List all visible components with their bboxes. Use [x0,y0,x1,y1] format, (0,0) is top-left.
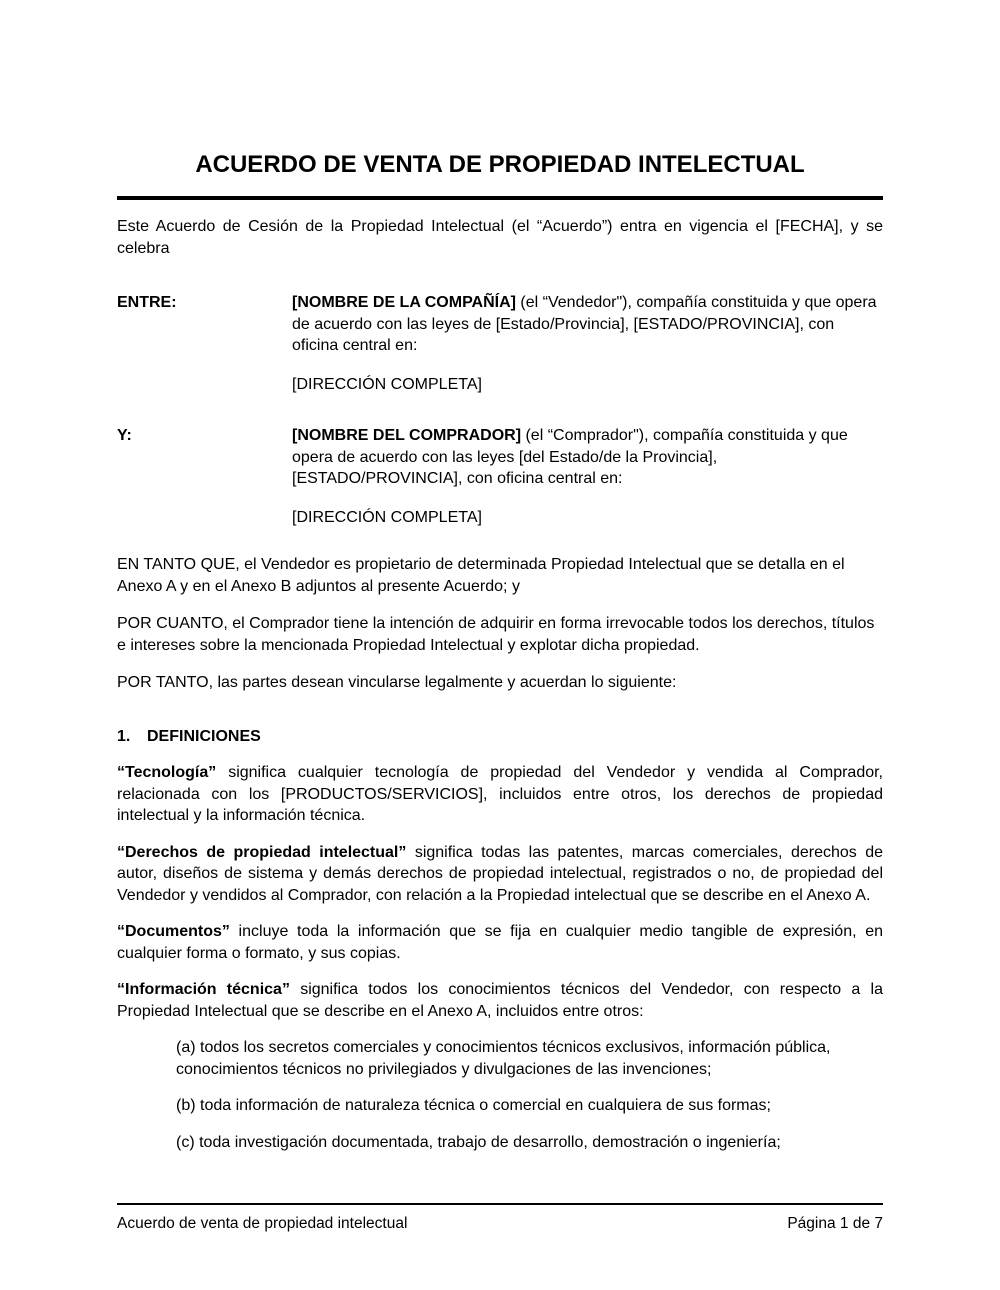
footer-row [117,1213,883,1235]
definition-term: “Derechos de propiedad intelectual” [117,843,407,861]
party-rest-seller: (el “Vendedor"), compañía constituida y que opera de acuerdo con las leyes de [Estado/Provincia], [ESTADO/PROVINCIA], con oficina central en: [292,294,877,354]
page-footer [117,1203,883,1235]
party-block-buyer [117,425,883,528]
definition-term: “Información técnica” [117,981,290,998]
party-description-seller [292,292,883,357]
section-title: DEFINICIONES [147,727,261,745]
definition-documentos [117,921,883,964]
party-body-buyer [292,425,883,528]
party-rest-buyer: (el “Comprador"), compañía constituida y que opera de acuerdo con las leyes [del Estado/de la Provincia], [ESTADO/PROVINCIA], con oficina central en: [292,427,848,487]
definition-body: significa todos los conocimientos técnicos del Vendedor, con respecto a la Propiedad Intelectual que se describe en el Anexo A, incluidos entre otros: [117,981,883,1020]
party-block-seller [117,292,883,395]
definition-derechos [117,842,883,907]
party-description-buyer [292,425,883,490]
footer-divider [117,1203,883,1205]
section-number: 1. [117,727,131,745]
section-heading-definiciones [117,726,883,748]
recital-por-tanto: POR TANTO, las partes desean vincularse legalmente y acuerdan lo siguiente: [117,674,677,691]
party-body-seller [292,292,883,395]
list-item-c: (c) toda investigación documentada, trabajo de desarrollo, demostración o ingeniería; [176,1133,781,1151]
definition-informacion-tecnica [117,979,883,1022]
list-item-a: (a) todos los secretos comerciales y conocimientos técnicos exclusivos, información pública, conocimientos técnicos no privilegiados y divulgaciones de las invenciones; [176,1039,831,1078]
party-name-buyer: [NOMBRE DEL COMPRADOR] [292,427,522,444]
party-label-y: Y: [117,427,132,444]
party-label-entre: ENTRE: [117,294,177,311]
party-name-seller: [NOMBRE DE LA COMPAÑÍA] [292,294,516,311]
definition-body: significa cualquier tecnología de propiedad del Vendedor y vendida al Comprador, relacionada con los [PRODUCTOS/SERVICIOS], incluidos entre otros, los derechos de propiedad intelectual y la información técnica. [117,764,883,824]
recital-por-cuanto: POR CUANTO, el Comprador tiene la intención de adquirir en forma irrevocable todos los derechos, títulos e intereses sobre la mencionada Propiedad Intelectual y explotar dicha propiedad. [117,615,875,654]
party-address-buyer: [DIRECCIÓN COMPLETA] [292,508,482,526]
party-address-seller: [DIRECCIÓN COMPLETA] [292,375,482,393]
definition-tecnologia [117,762,883,827]
intro-paragraph: Este Acuerdo de Cesión de la Propiedad Intelectual (el “Acuerdo”) entra en vigencia el [FECHA], y se celebra [117,218,883,257]
title-divider [117,196,883,200]
recital-en-tanto-que: EN TANTO QUE, el Vendedor es propietario de determinada Propiedad Intelectual que se detalla en el Anexo A y en el Anexo B adjuntos al presente Acuerdo; y [117,556,845,595]
footer-document-name: Acuerdo de venta de propiedad intelectual [117,1215,408,1232]
footer-page-number: Página 1 de 7 [787,1215,883,1232]
page-title: ACUERDO DE VENTA DE PROPIEDAD INTELECTUAL [195,151,805,178]
list-item-b: (b) toda información de naturaleza técnica o comercial en cualquiera de sus formas; [176,1097,771,1114]
definition-body: incluye toda la información que se fija en cualquier medio tangible de expresión, en cualquier forma o formato, y sus copias. [117,923,883,962]
document-content [117,0,883,1153]
definition-term: “Tecnología” [117,764,217,781]
definition-term: “Documentos” [117,923,230,940]
definition-body: significa todas las patentes, marcas comerciales, derechos de autor, diseños de sistema y demás derechos de propiedad intelectual, registrados o no, de propiedad del Vendedor y vendidos al Comprador, con relación a la Propiedad intelectual que se describe en el Anexo A. [117,843,883,904]
